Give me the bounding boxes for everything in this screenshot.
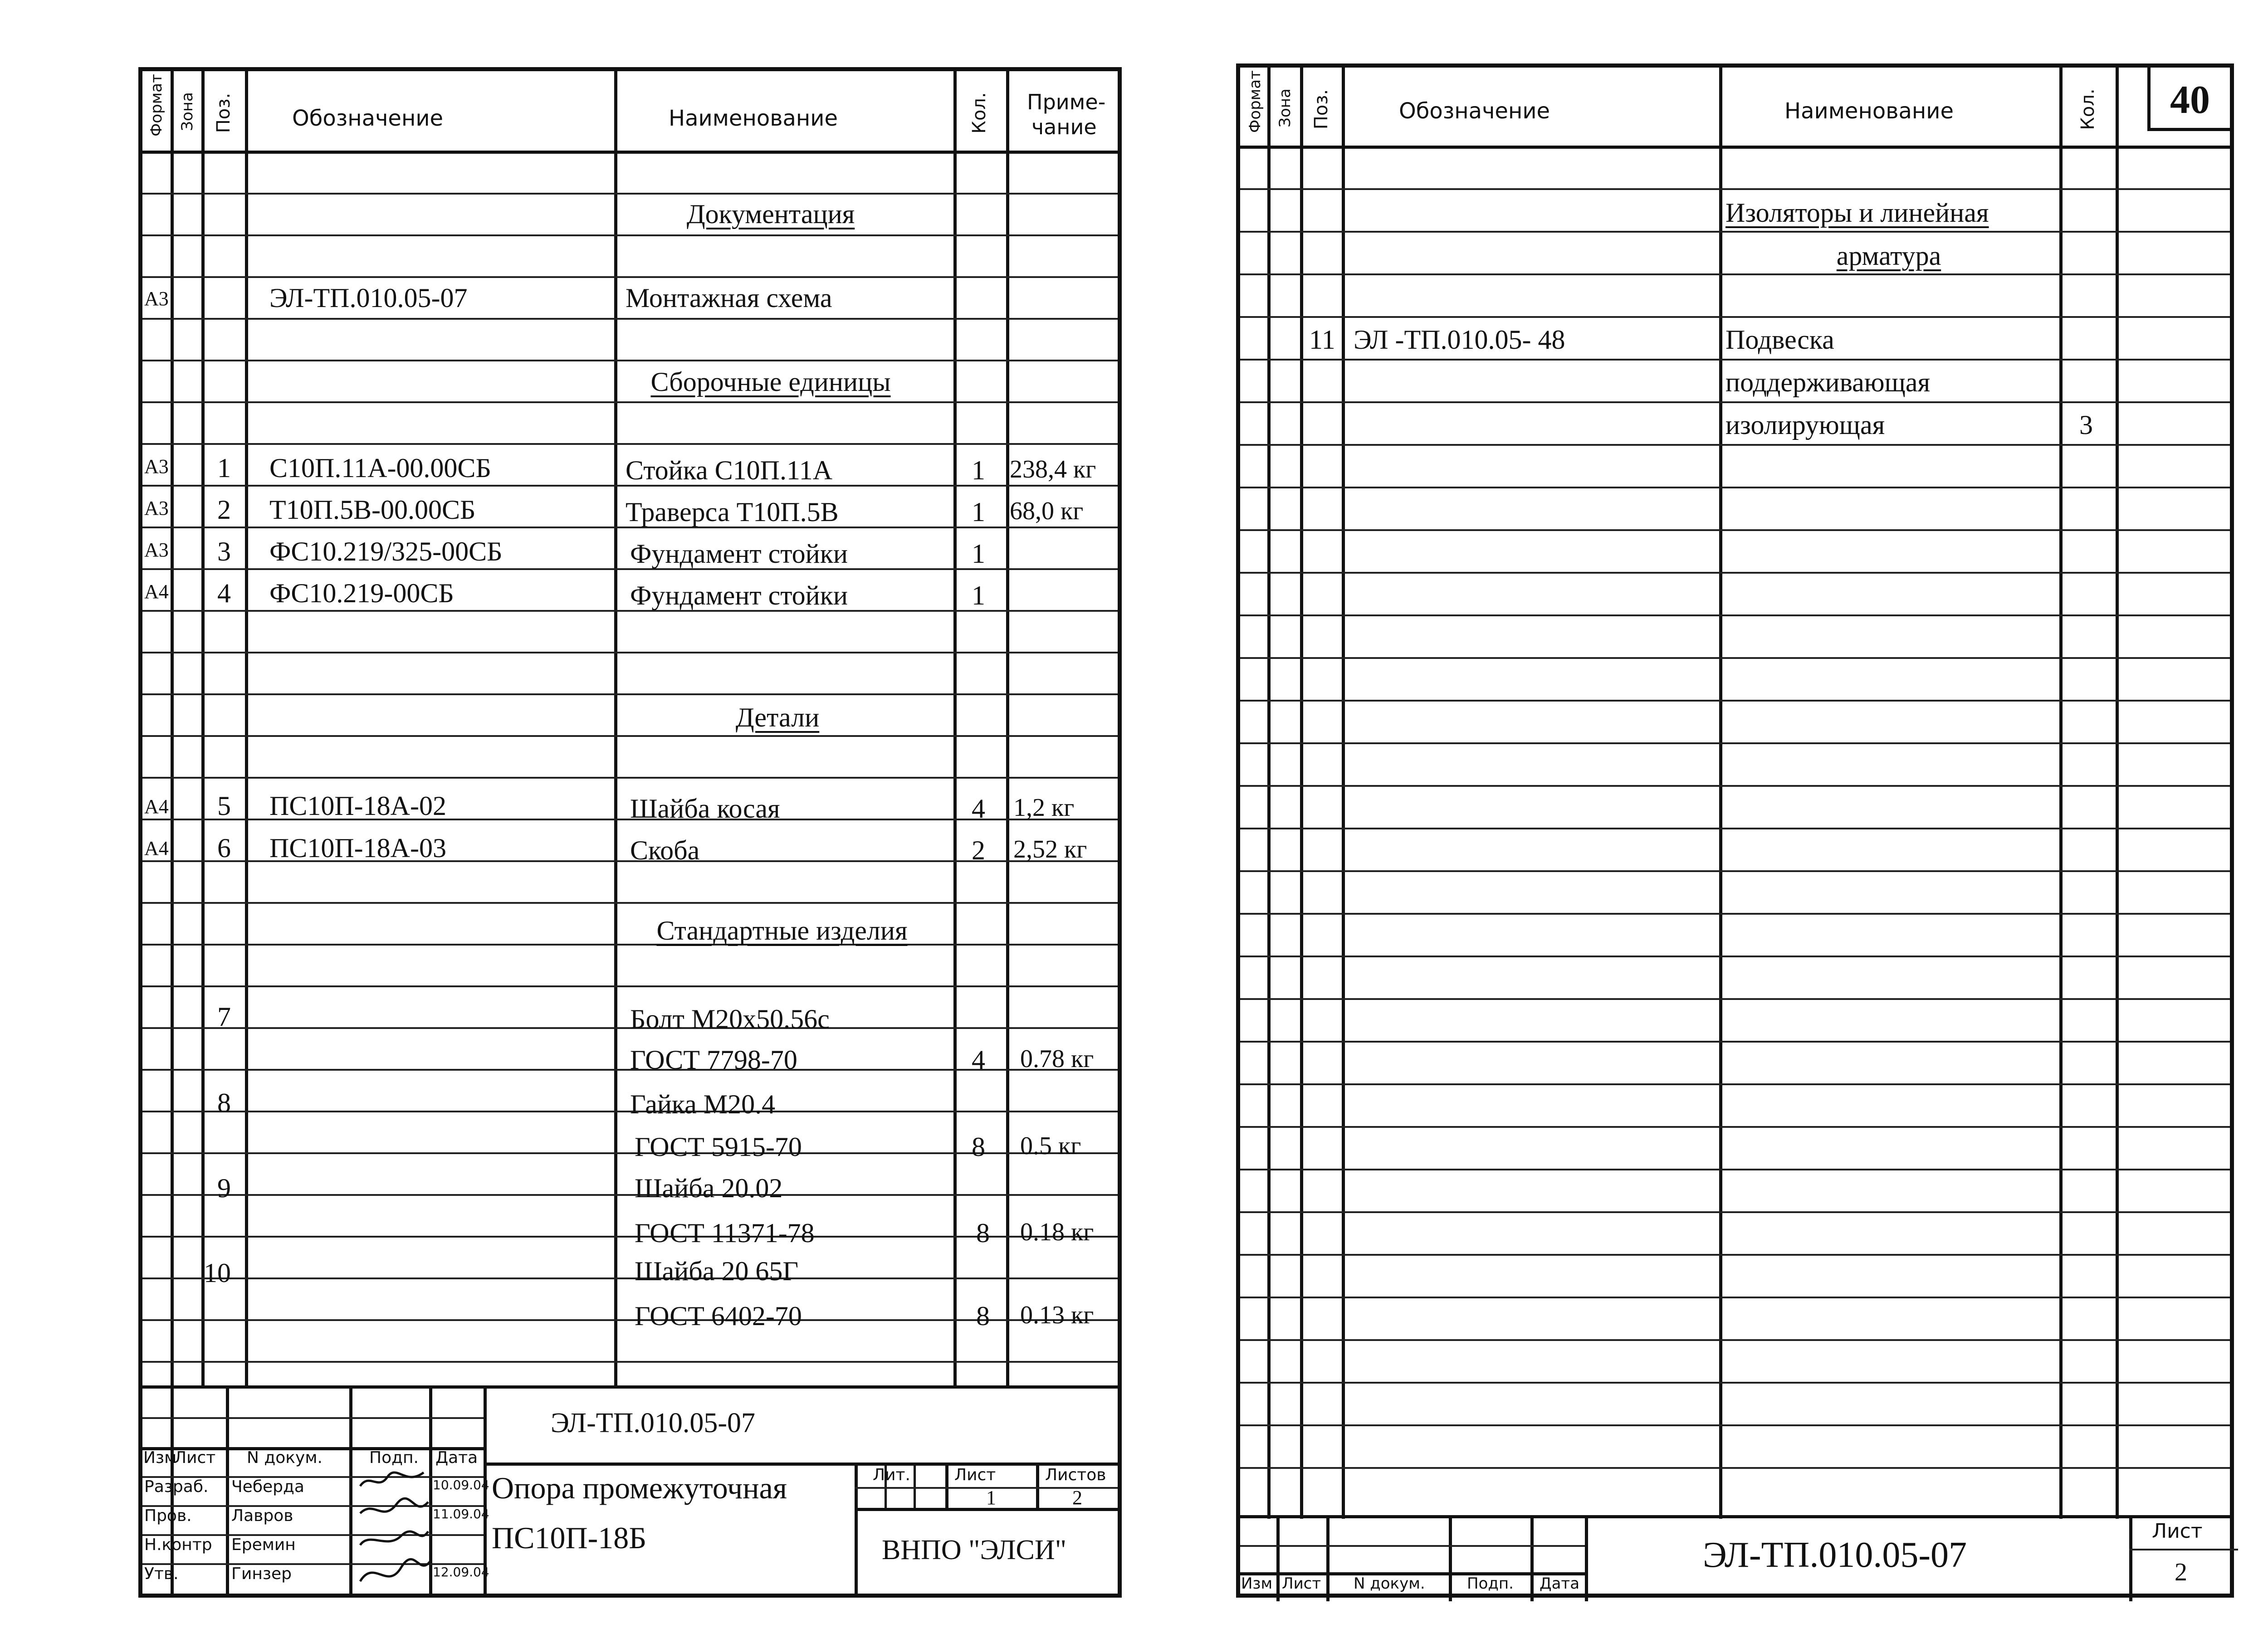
row-qty: 3 <box>2079 410 2093 440</box>
row-name: ГОСТ 5915-70 <box>635 1132 802 1162</box>
row-designation: С10П.11А-00.00СБ <box>269 453 491 483</box>
row-pos: 11 <box>1309 325 1335 355</box>
row-name: Шайба 20.02 <box>635 1173 783 1203</box>
row-designation: ЭЛ-ТП.010.05-07 <box>269 283 468 313</box>
row-name: Стойка С10П.11А <box>626 455 833 485</box>
row-note: 238,4 кг <box>1010 455 1096 483</box>
row-name: ГОСТ 7798-70 <box>630 1045 797 1075</box>
row-pos: 7 <box>217 1002 231 1032</box>
row-name: ГОСТ 6402-70 <box>635 1301 802 1331</box>
left-spec-sheet <box>138 67 1122 1598</box>
header-note-2: чание <box>1031 115 1097 139</box>
row-pos: 4 <box>217 578 231 608</box>
header-format: Формат <box>147 74 166 137</box>
row-note: 1,2 кг <box>1013 794 1075 822</box>
row-note: 0.18 кг <box>1020 1218 1094 1246</box>
tb-title-2: ПС10П-18Б <box>492 1521 647 1555</box>
tb-doc-code: ЭЛ-ТП.010.05-07 <box>551 1408 756 1438</box>
tb-sheets-value: 2 <box>1072 1487 1082 1509</box>
row-designation: ПС10П-18А-03 <box>269 833 446 863</box>
row-designation: ПС10П-18А-02 <box>269 791 446 821</box>
row-note: 68,0 кг <box>1010 497 1084 525</box>
tb-label-izm: Изм <box>143 1448 177 1467</box>
row-name: Фундамент стойки <box>630 580 848 610</box>
tb-doc-code: ЭЛ-ТП.010.05-07 <box>1703 1535 1967 1575</box>
row-format: А4 <box>144 580 169 603</box>
tb-title-1: Опора промежуточная <box>492 1471 787 1505</box>
row-pos: 2 <box>217 495 231 525</box>
row-name: Шайба 20 65Г <box>635 1256 799 1286</box>
tb-org: ВНПО "ЭЛСИ" <box>882 1535 1066 1565</box>
row-format: А3 <box>144 288 169 310</box>
tb-date: 10.09.04 <box>433 1477 489 1492</box>
row-designation: ЭЛ -ТП.010.05- 48 <box>1354 325 1565 355</box>
row-qty: 4 <box>972 1045 985 1075</box>
signature-marks <box>356 1459 433 1595</box>
tb-label-podp: Подп. <box>1467 1575 1514 1593</box>
page-number: 40 <box>2170 78 2210 122</box>
header-pos: Поз. <box>1311 89 1332 130</box>
section-insulators-1: Изоляторы и линейная <box>1725 198 1989 228</box>
row-note: 0.13 кг <box>1020 1301 1094 1329</box>
tb-label-ndokum: N докум. <box>1354 1575 1425 1593</box>
header-qty: Кол. <box>2077 88 2098 130</box>
row-name: Подвеска <box>1725 325 1834 355</box>
row-pos: 10 <box>204 1258 231 1288</box>
row-format: А3 <box>144 539 169 561</box>
row-designation: ФС10.219-00СБ <box>269 578 454 608</box>
tb-label-izm: Изм <box>1241 1575 1273 1593</box>
row-format: А4 <box>144 795 169 818</box>
row-qty: 8 <box>972 1132 985 1162</box>
section-insulators-2: арматура <box>1836 241 1941 271</box>
row-qty: 1 <box>972 580 985 610</box>
tb-person: Гинзер <box>231 1565 292 1583</box>
row-name: Болт М20х50.56с <box>630 1004 830 1034</box>
tb-sheet-value: 2 <box>2175 1558 2187 1586</box>
tb-role: Разраб. <box>144 1477 209 1496</box>
header-pos: Поз. <box>213 93 234 133</box>
tb-label-list: Лист <box>1282 1575 1321 1593</box>
tb-sheet-value: 1 <box>986 1487 996 1509</box>
tb-date: 11.09.04 <box>433 1506 489 1521</box>
row-qty: 4 <box>972 794 985 824</box>
tb-label-ndokum: N докум. <box>247 1448 323 1467</box>
tb-person: Еремин <box>231 1536 296 1554</box>
row-qty: 1 <box>972 455 985 485</box>
tb-person: Лавров <box>231 1506 293 1525</box>
header-name: Наименование <box>669 106 838 131</box>
tb-sheet-label: Лист <box>954 1466 996 1484</box>
row-name: Траверса Т10П.5В <box>626 497 839 527</box>
row-note: 0.5 кг <box>1020 1132 1081 1160</box>
row-name: ГОСТ 11371-78 <box>635 1218 815 1248</box>
header-format: Формат <box>1246 70 1264 133</box>
row-pos: 6 <box>217 833 231 863</box>
row-note: 2,52 кг <box>1013 835 1087 863</box>
header-zone: Зона <box>1276 88 1294 127</box>
row-name: Шайба косая <box>630 794 780 824</box>
tb-lit-label: Лит. <box>873 1466 910 1484</box>
tb-person: Чеберда <box>231 1477 304 1496</box>
row-pos: 3 <box>217 536 231 566</box>
row-qty: 8 <box>976 1218 990 1248</box>
row-name: Гайка М20.4 <box>630 1089 776 1119</box>
row-qty: 1 <box>972 497 985 527</box>
row-format: А3 <box>144 497 169 519</box>
row-pos: 5 <box>217 791 231 821</box>
row-name: изолирующая <box>1725 410 1885 440</box>
header-designation: Обозначение <box>292 106 444 131</box>
row-designation: ФС10.219/325-00СБ <box>269 536 503 566</box>
tb-label-list: Лист <box>174 1448 216 1467</box>
tb-date: 12.09.04 <box>433 1565 489 1580</box>
tb-label-data: Дата <box>1540 1575 1580 1593</box>
tb-label-data: Дата <box>435 1448 478 1467</box>
tb-role: Утв. <box>144 1565 179 1583</box>
row-format: А3 <box>144 455 169 478</box>
tb-sheet-label: Лист <box>2152 1520 2203 1543</box>
row-pos: 9 <box>217 1173 231 1203</box>
row-name: Скоба <box>630 835 700 865</box>
header-qty: Кол. <box>969 92 990 134</box>
header-note-1: Приме- <box>1027 90 1106 114</box>
row-pos: 1 <box>217 453 231 483</box>
tb-label-podp: Подп. <box>369 1448 419 1467</box>
row-note: 0.78 кг <box>1020 1045 1094 1073</box>
header-name: Наименование <box>1784 98 1954 124</box>
row-qty: 1 <box>972 539 985 569</box>
header-designation: Обозначение <box>1399 98 1550 124</box>
section-documentation: Документация <box>686 199 855 229</box>
row-pos: 8 <box>217 1088 231 1118</box>
tb-role: Н.контр <box>144 1536 212 1554</box>
header-zone: Зона <box>178 92 196 131</box>
row-qty: 2 <box>972 835 985 865</box>
right-spec-sheet <box>1236 63 2234 1598</box>
tb-role: Пров. <box>144 1506 192 1525</box>
row-name: Монтажная схема <box>626 283 832 313</box>
row-name: поддерживающая <box>1725 367 1931 397</box>
row-designation: Т10П.5В-00.00СБ <box>269 495 476 525</box>
row-format: А4 <box>144 837 169 859</box>
row-qty: 8 <box>976 1301 990 1331</box>
section-assembly-units: Сборочные единицы <box>650 367 891 397</box>
section-standard-items: Стандартные изделия <box>656 916 908 946</box>
tb-sheets-label: Листов <box>1045 1466 1106 1484</box>
row-name: Фундамент стойки <box>630 539 848 569</box>
section-parts: Детали <box>735 702 820 732</box>
